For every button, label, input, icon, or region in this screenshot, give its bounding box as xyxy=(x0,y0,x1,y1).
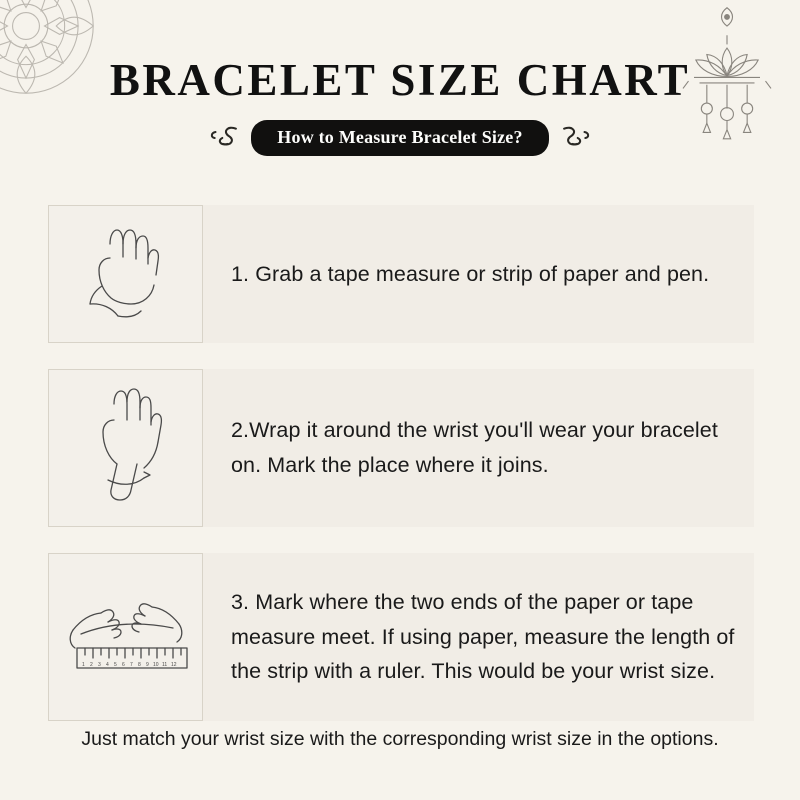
step-item xyxy=(48,205,754,343)
hand-with-tape-icon xyxy=(48,205,203,343)
step-text: 3. Mark where the two ends of the paper or tape measure meet. If using paper, measure the length of the strip with a ruler. This would be your wrist size. xyxy=(231,589,735,684)
svg-text:4: 4 xyxy=(105,662,109,668)
steps-list xyxy=(48,205,754,747)
page-header xyxy=(0,0,800,156)
flourish-icon xyxy=(559,123,593,153)
page-title: BRACELET SIZE CHART xyxy=(109,55,691,105)
svg-text:10: 10 xyxy=(152,662,159,668)
flourish-icon xyxy=(207,123,241,153)
svg-text:5: 5 xyxy=(113,662,117,668)
svg-text:9: 9 xyxy=(145,662,149,668)
svg-text:2: 2 xyxy=(89,662,93,668)
wrist-wrap-icon xyxy=(48,369,203,527)
ruler-measure-icon xyxy=(48,553,203,721)
svg-text:3: 3 xyxy=(97,662,101,668)
svg-text:8: 8 xyxy=(137,662,141,668)
step-item xyxy=(48,369,754,527)
svg-text:11: 11 xyxy=(161,662,167,668)
step-text: 1. Grab a tape measure or strip of paper and pen. xyxy=(231,261,710,286)
svg-text:7: 7 xyxy=(129,662,133,668)
subtitle-row xyxy=(0,120,800,156)
svg-text:12: 12 xyxy=(170,662,177,668)
subtitle-pill: How to Measure Bracelet Size? xyxy=(251,120,548,156)
svg-text:6: 6 xyxy=(121,662,125,668)
step-item xyxy=(48,553,754,721)
svg-text:1: 1 xyxy=(81,662,85,668)
step-text: 2.Wrap it around the wrist you'll wear your bracelet on. Mark the place where it joins. xyxy=(231,418,718,477)
footer-note: Just match your wrist size with the corresponding wrist size in the options. xyxy=(81,728,719,750)
